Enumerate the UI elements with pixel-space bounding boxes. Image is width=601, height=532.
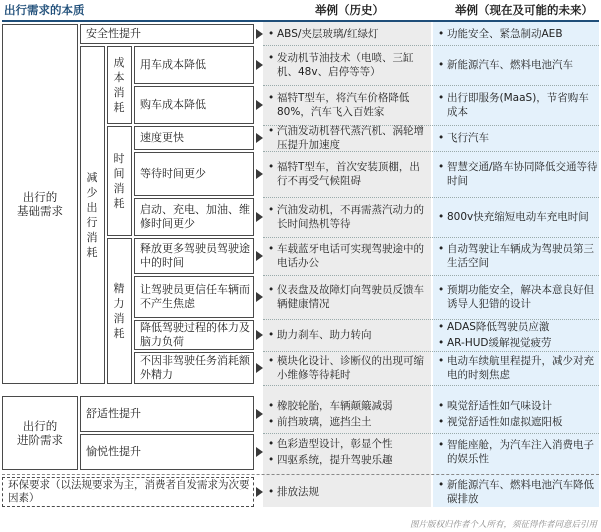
history-cell: • 福特T型车，将汽车价格降低80%，汽车飞入百姓家: [268, 86, 430, 124]
row-label: 愉悦性提升: [86, 445, 141, 458]
header-history: 举例（历史）: [315, 3, 384, 17]
future-cell: • 预期功能安全，解决本意良好但诱导人犯错的设计: [438, 276, 598, 318]
row-arrow: [256, 409, 263, 419]
advanced-needs-label: 出行的 进阶需求: [17, 419, 63, 447]
future-cell: • 智慧交通/路车协同降低交通等待时间: [438, 161, 598, 187]
row-arrow: [256, 292, 263, 302]
history-cell: • 汽油发动机，不再需蒸汽动力的长时间热机等待: [268, 198, 430, 236]
row-label: 购车成本降低: [140, 98, 206, 111]
history-cell: • 助力刹车、助力转向: [268, 329, 372, 341]
reduce-consumption-label: 减 少 出 行 消 耗: [86, 171, 98, 259]
history-cell: • 排放法规: [268, 486, 319, 498]
future-text: 智慧交通/路车协同降低交通等待时间: [447, 161, 598, 187]
history-cell: • 车载蓝牙电话可实现驾驶途中的电话办公: [268, 238, 430, 274]
future-cell: • 智能座舱，为汽车注入消费电子的娱乐性: [438, 434, 598, 470]
row-arrow: [256, 169, 263, 179]
history-cell: • ABS/夹层玻璃/红绿灯: [268, 28, 379, 40]
row-label: 降低驾驶过程的体力及脑力负荷: [140, 321, 250, 348]
future-cell: • 出行即服务(MaaS)，节省购车成本: [438, 86, 598, 124]
history-cell: • 橡胶轮胎，车辆颠簸减弱 • 前挡玻璃，遮挡尘土: [268, 400, 393, 428]
future-text: AR-HUD缓解视觉疲劳: [447, 337, 552, 349]
future-text: 电动车续航里程提升，减少对充电的时刻焦虑: [447, 355, 594, 381]
history-text: 前挡玻璃，遮挡尘土: [277, 416, 372, 428]
row-arrow: [256, 60, 263, 70]
history-cell: • 色彩造型设计，彰显个性 • 四驱系统，提升驾驶乐趣: [268, 438, 393, 466]
future-text: 功能安全、紧急制动AEB: [447, 28, 563, 40]
history-text: 色彩造型设计，彰显个性: [277, 438, 393, 450]
history-text: 发动机节油技术（电喷、三缸机、48v、启停等等）: [277, 52, 414, 78]
future-text: 智能座舱，为汽车注入消费电子的娱乐性: [447, 439, 594, 465]
future-text: 新能源汽车、燃料电池汽车: [447, 59, 573, 71]
row-label: 等待时间更少: [140, 167, 206, 180]
row-label: 用车成本降低: [140, 58, 206, 71]
history-cell: • 模块化设计、诊断仪的出现可缩小维修等待耗时: [268, 352, 430, 384]
row-arrow: [256, 447, 263, 457]
future-text: 飞行汽车: [447, 132, 489, 144]
copyright-note: 图片版权归作者个人所有，须征得作者同意后引用: [409, 520, 597, 530]
history-text: 汽油发动机，不再需蒸汽动力的长时间热机等待: [277, 204, 424, 230]
future-text: 800v快充缩短电动车充电时间: [447, 211, 589, 223]
future-cell: • 嗅觉舒适性如气味设计 • 视觉舒适性如虚拟遮阳板: [438, 400, 563, 428]
row-label: 让驾驶员更信任车辆而不产生焦虑: [140, 283, 250, 310]
header-future: 举例（现在及可能的未来）: [455, 3, 593, 17]
future-text: 嗅觉舒适性如气味设计: [447, 400, 552, 412]
row-label: 启动、充电、加油、维修时间更少: [140, 203, 250, 230]
history-cell: • 仪表盘及故障灯向驾驶员反馈车辆健康情况: [268, 276, 430, 318]
history-text: 助力刹车、助力转向: [277, 329, 372, 341]
row-arrow: [256, 363, 263, 373]
cost-consumption-label: 成 本 消 耗: [113, 56, 125, 114]
history-text: 橡胶轮胎，车辆颠簸减弱: [277, 400, 393, 412]
future-cell: • ADAS降低驾驶员应激 • AR-HUD缓解视觉疲劳: [438, 321, 552, 349]
basic-needs-label: 出行的 基础需求: [17, 190, 63, 218]
row-arrow: [256, 330, 263, 340]
env-divider: [2, 474, 599, 475]
future-cell: • 自动驾驶让车辆成为驾驶员第三生活空间: [438, 238, 598, 274]
row-label: 舒适性提升: [86, 407, 141, 420]
history-cell: • 汽油发动机替代蒸汽机、涡轮增压提升加速度: [268, 126, 430, 150]
future-text: 出行即服务(MaaS)，节省购车成本: [447, 92, 589, 118]
future-cell: • 功能安全、紧急制动AEB: [438, 28, 563, 40]
row-label: 速度更快: [140, 131, 184, 144]
future-cell: • 电动车续航里程提升，减少对充电的时刻焦虑: [438, 352, 598, 384]
history-text: 仪表盘及故障灯向驾驶员反馈车辆健康情况: [277, 284, 424, 310]
history-text: 汽油发动机替代蒸汽机、涡轮增压提升加速度: [277, 125, 424, 151]
history-cell: • 发动机节油技术（电喷、三缸机、48v、启停等等）: [268, 46, 430, 84]
time-consumption-label: 时 间 消 耗: [113, 152, 125, 210]
row-separator: [263, 385, 599, 386]
env-label: 环保要求（以法规要求为主，消费者自发需求为次要因素）: [8, 479, 250, 504]
history-cell: • 福特T型车，首次安装顶棚，出行不再受气候阻碍: [268, 152, 430, 196]
history-text: 车载蓝牙电话可实现驾驶途中的电话办公: [277, 243, 424, 269]
future-cell: • 飞行汽车: [438, 132, 489, 144]
row-arrow: [256, 29, 263, 39]
energy-consumption-label: 精 力 消 耗: [113, 282, 125, 340]
history-text: 福特T型车，将汽车价格降低80%，汽车飞入百姓家: [277, 92, 410, 118]
future-cell: • 新能源汽车、燃料电池汽车: [438, 59, 573, 71]
history-text: ABS/夹层玻璃/红绿灯: [277, 28, 379, 40]
future-text: 新能源汽车、燃料电池汽车降低碳排放: [447, 479, 594, 505]
row-label: 安全性提升: [86, 27, 141, 40]
future-text: 预期功能安全，解决本意良好但诱导人犯错的设计: [447, 284, 594, 310]
history-text: 四驱系统，提升驾驶乐趣: [277, 454, 393, 466]
row-arrow: [256, 251, 263, 261]
history-text: 排放法规: [277, 486, 319, 498]
row-arrow: [256, 212, 263, 222]
row-label: 释放更多驾驶员驾驶途中的时间: [140, 242, 250, 269]
history-text: 福特T型车，首次安装顶棚，出行不再受气候阻碍: [277, 161, 420, 187]
header-nature: 出行需求的本质: [4, 3, 85, 17]
row-arrow: [256, 487, 263, 497]
row-arrow: [256, 133, 263, 143]
future-cell: • 800v快充缩短电动车充电时间: [438, 211, 589, 223]
future-text: 自动驾驶让车辆成为驾驶员第三生活空间: [447, 243, 594, 269]
future-cell: • 新能源汽车、燃料电池汽车降低碳排放: [438, 477, 598, 507]
row-label: 不因非驾驶任务消耗额外精力: [140, 354, 250, 381]
future-text: 视觉舒适性如虚拟遮阳板: [447, 416, 563, 428]
history-text: 模块化设计、诊断仪的出现可缩小维修等待耗时: [277, 355, 424, 381]
future-text: ADAS降低驾驶员应激: [447, 321, 550, 333]
row-arrow: [256, 100, 263, 110]
